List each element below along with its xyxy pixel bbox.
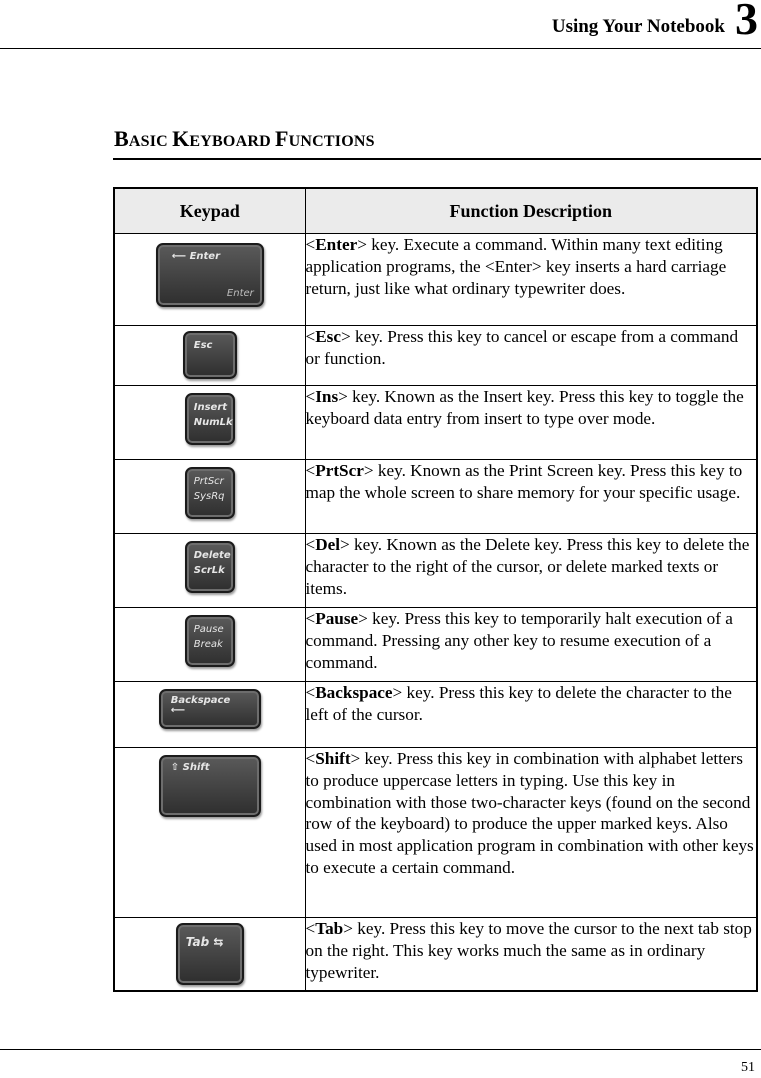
key-glyph [186,935,224,949]
description-cell: <PrtScr> key. Known as the Print Screen key. Press this key to map the whole screen to share memory for your specific usage. [305,460,757,534]
keypad-cell [114,460,305,534]
footer-rule [0,1049,761,1050]
page-number: 51 [741,1060,755,1075]
key-term: Ins [315,387,339,406]
backspace-key-icon [159,689,261,729]
key-label: Delete [193,550,231,561]
table-row [114,682,757,748]
table-row [114,386,757,460]
arrow-left-icon: ⟵ [170,705,186,716]
key-term: Tab [315,919,344,938]
description-text: key. Press this key to delete the character to the left of the cursor. [305,683,732,724]
pause-key-icon [185,615,235,667]
key-term: PrtScr [315,461,364,480]
title-part: ASIC [128,133,173,150]
table-row [114,748,757,918]
key-label: Backspace [170,695,231,706]
title-part: UNCTIONS [288,133,375,150]
title-part: K [172,126,190,151]
key-sub-label: NumLk [193,417,233,428]
key-sub-label: ScrLk [193,565,225,576]
tab-arrows-icon: ⇆ [213,935,224,949]
description-cell: <Pause> key. Press this key to temporarily halt execution of a command. Pressing any other key to resume execution of a command. [305,608,757,682]
tab-key-icon [176,923,244,985]
keypad-cell [114,608,305,682]
key-term: Shift [315,749,351,768]
key-term: Enter [315,235,358,254]
key-term: Backspace [315,683,393,702]
key-label: Tab [185,935,210,949]
table-row [114,326,757,386]
chapter-title: Using Your Notebook [551,16,725,37]
table-row [114,608,757,682]
key-label: Insert [193,402,228,413]
shift-key-icon [159,755,261,817]
description-text: key. Execute a command. Within many text editing application programs, the <Enter> key inserts a hard carriage return, just like what ordinary typewriter does. [305,235,727,298]
keypad-cell [114,234,305,326]
keypad-cell [114,748,305,918]
description-text: key. Press this key to cancel or escape from a command or function. [305,327,739,368]
description-cell: <Enter> key. Execute a command. Within many text editing application programs, the <Enter> key inserts a hard carriage return, just like what ordinary typewriter does. [305,234,757,326]
description-text: key. Press this key to move the cursor to the next tab stop on the right. This key works much the same as in ordinary typewriter. [305,919,752,982]
table-row [114,918,757,992]
table-row [114,460,757,534]
delete-key-icon [185,541,235,593]
description-text: key. Press this key to temporarily halt execution of a command. Pressing any other key to resume execution of a command. [305,609,733,672]
key-term: Pause [315,609,359,628]
key-label: Esc [193,340,213,351]
description-text: key. Press this key in combination with alphabet letters to produce uppercase letters in typing. Use this key in combination with those two-character keys (found on the second row of the keyboard) to produce the upper marked keys. Also used in most application program in combination with other keys to execute a certain command. [305,749,754,877]
description-text: key. Known as the Delete key. Press this key to delete the character to the right of the cursor, or delete marked texts or items. [305,535,750,598]
column-header-description: Function Description [305,188,757,234]
title-part: EYBOARD [189,133,276,150]
shift-arrow-icon: ⇧ [170,762,180,773]
description-cell: <Tab> key. Press this key to move the cursor to the next tab stop on the right. This key works much the same as in ordinary typewriter. [305,918,757,992]
page-header [0,0,761,49]
key-term: Del [315,535,341,554]
key-sub-label: Enter [226,288,254,299]
keypad-cell [114,682,305,748]
table-row [114,234,757,326]
key-sub-label: Break [193,639,223,650]
key-term: Esc [315,327,341,346]
key-label: Enter [189,251,221,262]
key-sub-label: SysRq [193,491,225,502]
key-label: PrtScr [193,476,224,487]
description-cell: <Ins> key. Known as the Insert key. Press this key to toggle the keyboard data entry from insert to type over mode. [305,386,757,460]
key-label: Shift [182,762,210,773]
description-cell: <Esc> key. Press this key to cancel or escape from a command or function. [305,326,757,386]
key-label: Pause [193,624,224,635]
prtscr-key-icon [185,467,235,519]
section-title [114,126,375,152]
description-cell: <Del> key. Known as the Delete key. Press this key to delete the character to the right of the cursor, or delete marked texts or items. [305,534,757,608]
description-cell: <Shift> key. Press this key in combination with alphabet letters to produce uppercase letters in typing. Use this key in combination with those two-character keys (found on the second row of the keyboard) to produce the upper marked keys. Also used in most application program in combination with other keys to execute a certain command. [305,748,757,918]
key-glyph [171,762,210,773]
insert-key-icon [185,393,235,445]
keypad-cell [114,326,305,386]
table-row [114,534,757,608]
description-cell: <Backspace> key. Press this key to delete the character to the left of the cursor. [305,682,757,748]
description-text: key. Known as the Insert key. Press this key to toggle the keyboard data entry from insert to type over mode. [305,387,744,428]
section-rule [113,158,761,160]
column-header-keypad: Keypad [114,188,305,234]
keypad-cell [114,534,305,608]
keypad-cell [114,386,305,460]
chapter-number: 3 [735,0,758,44]
title-part: B [114,126,129,151]
title-part: F [275,126,289,151]
keyboard-functions-table [113,187,758,992]
enter-key-icon [156,243,264,307]
description-text: key. Known as the Print Screen key. Press this key to map the whole screen to share memory for your specific usage. [305,461,743,502]
esc-key-icon [183,331,237,379]
keypad-cell [114,918,305,992]
table-header-row [114,188,757,234]
key-glyph: ⟵ Enter [171,251,221,262]
